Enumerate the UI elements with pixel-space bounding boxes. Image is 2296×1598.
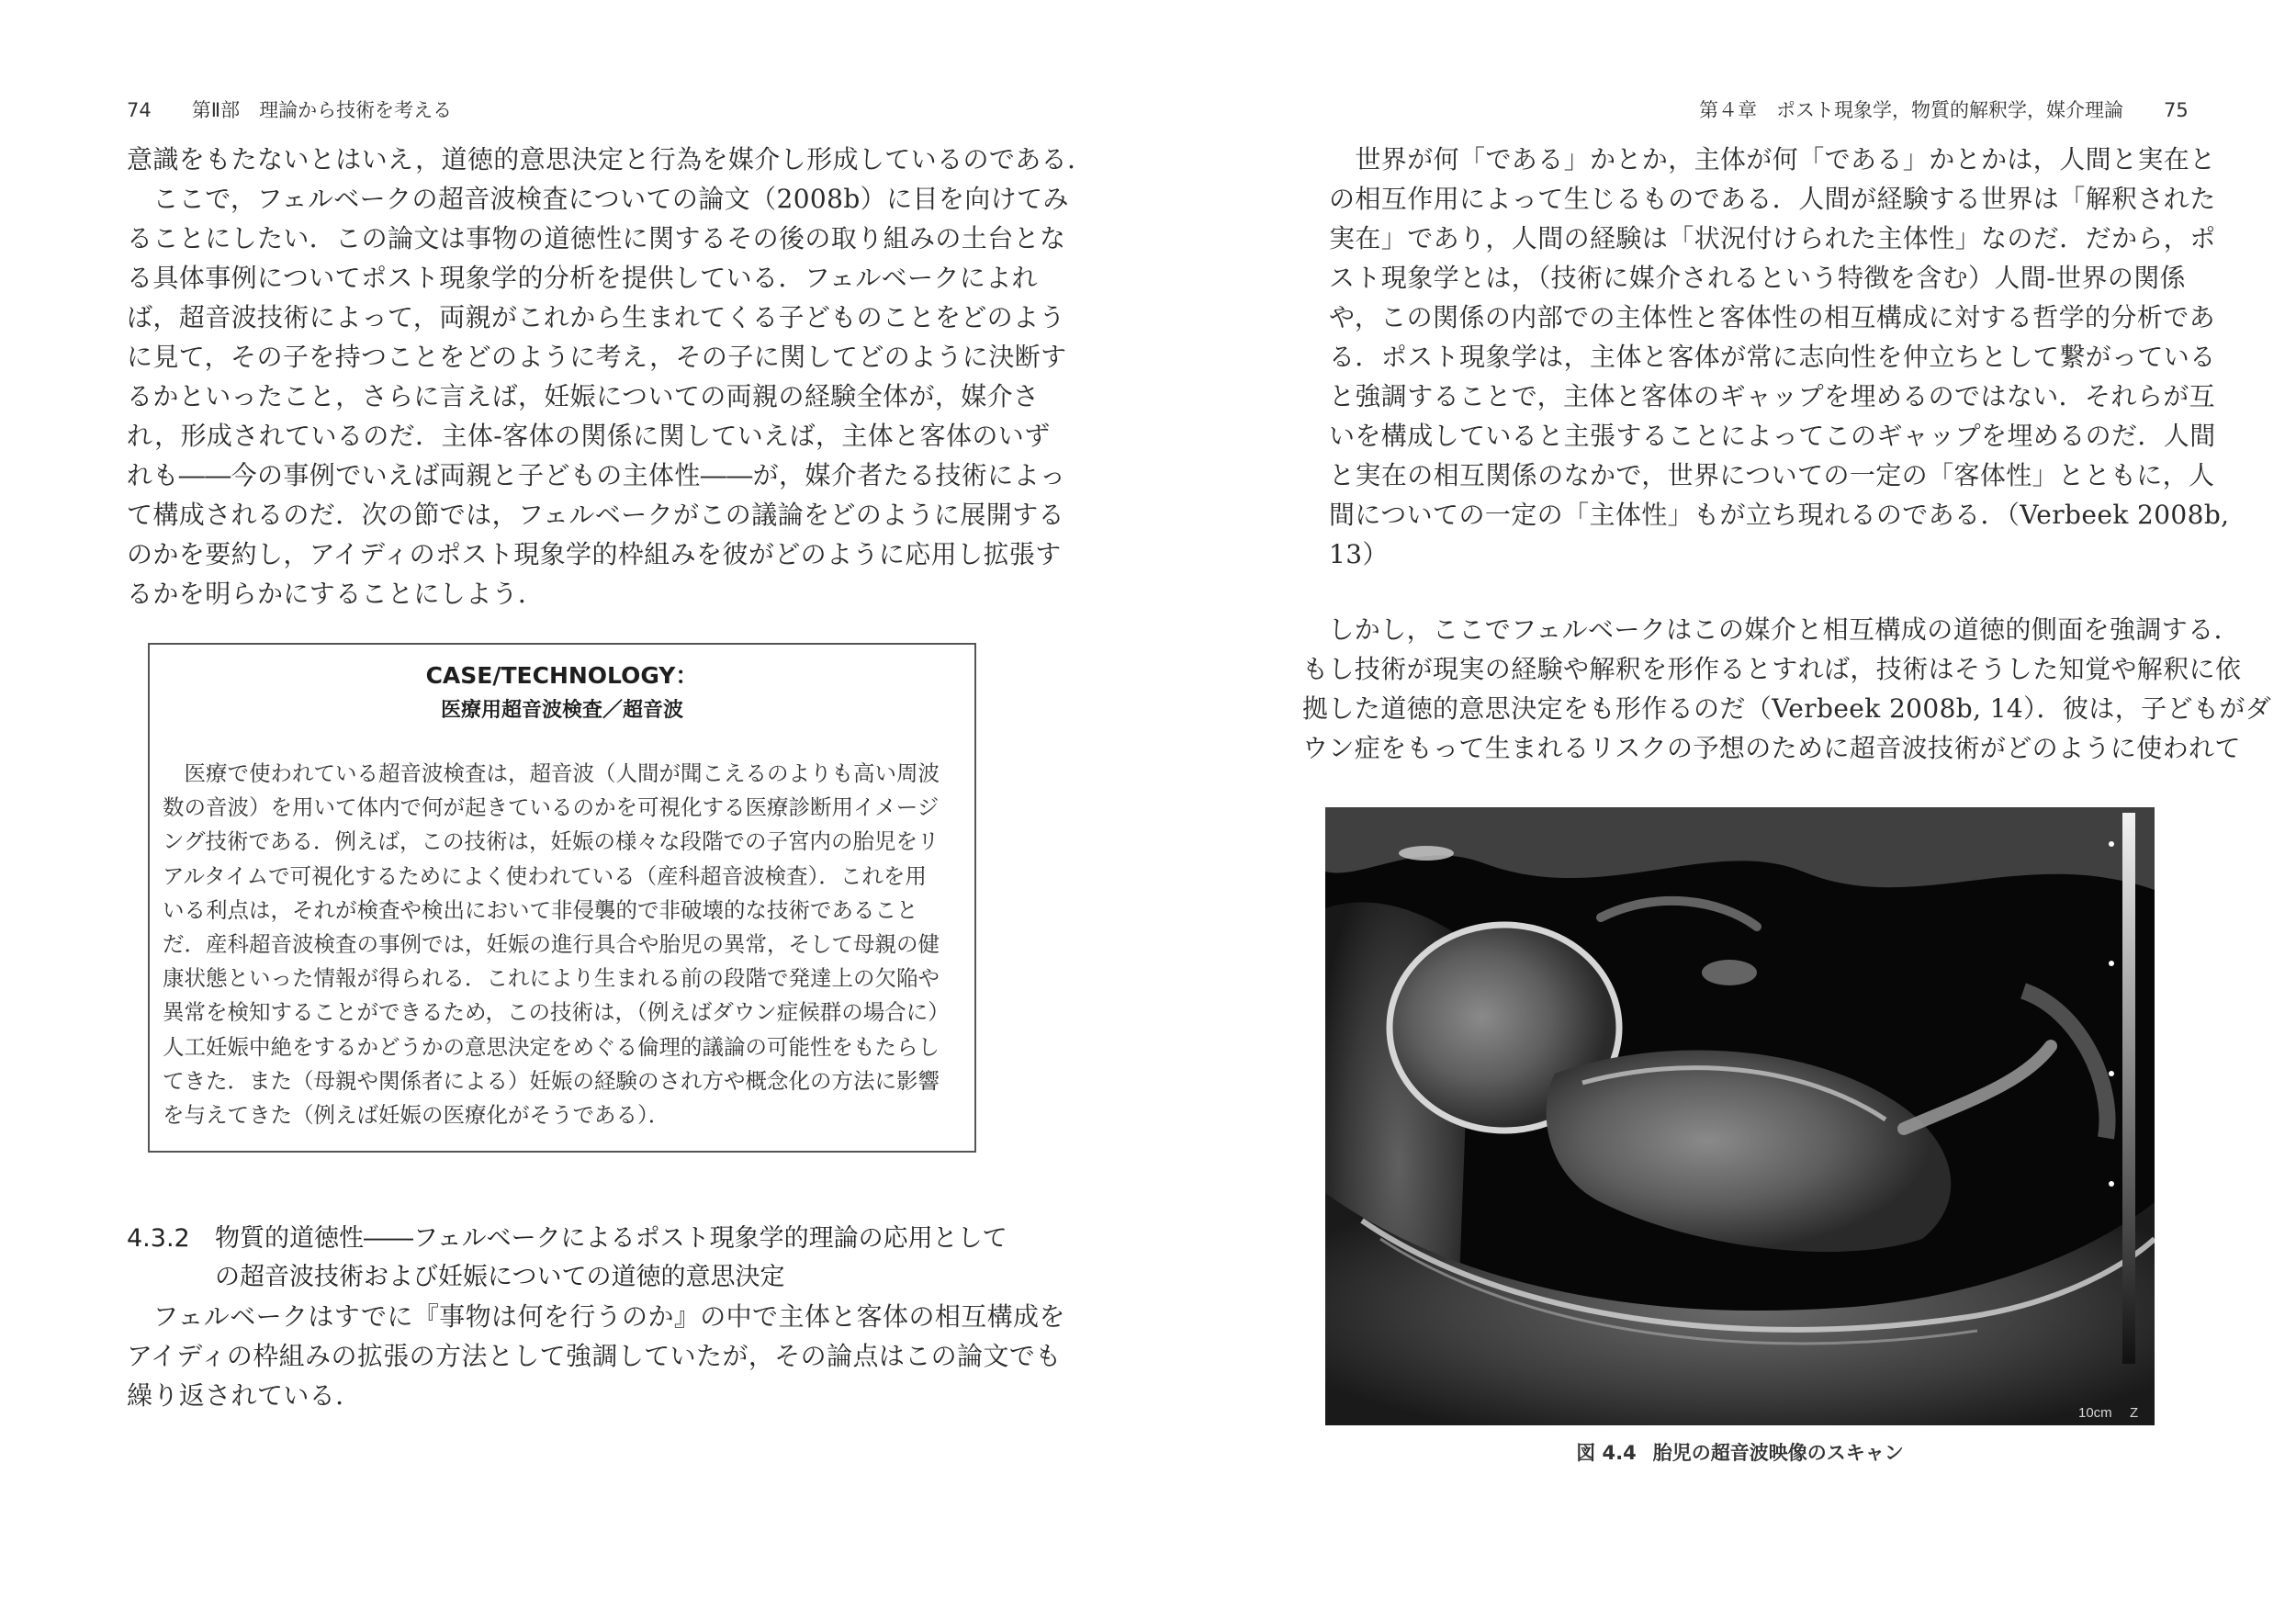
bright-echo (1702, 960, 1757, 985)
scale-letter: Z (2130, 1405, 2139, 1421)
quote-line: と強調することで，主体と客体のギャップを埋めるのではない．それらが互 (1329, 381, 2216, 411)
text-line: ることにしたい．この論文は事物の道徳性に関するその後の取り組みの土台とな (127, 223, 1066, 253)
bright-echo (1399, 846, 1454, 861)
depth-label: 10cm (2078, 1405, 2112, 1421)
figure-label: 図 4.4 (1576, 1442, 1637, 1464)
intro-paragraph (127, 140, 1093, 613)
case-box-title: CASE/TECHNOLOGY： (425, 662, 699, 689)
quote-line: の相互作用によって生じるものである．人間が経験する世界は「解釈された (1329, 184, 2216, 214)
case-line: 数の音波）を用いて体内で何が起きているのかを可視化する医療診断用イメージ (163, 794, 940, 821)
case-line: 康状態といった情報が得られる．これにより生まれる前の段階で発達上の欠陥や (163, 965, 940, 992)
text-line: フェルベークはすでに『事物は何を行うのか』の中で主体と客体の相互構成を (127, 1301, 1065, 1332)
block-quote (1329, 140, 2229, 574)
text-line: 拠した道徳的意思決定をも形作るのだ（Verbeek 2008b, 14）．彼は，子どもがダ (1302, 693, 2272, 724)
page-number: 75 (2164, 99, 2189, 121)
ultrasound-image (1325, 807, 2155, 1425)
text-line: て構成されるのだ．次の節では，フェルベークがこの議論をどのように展開する (127, 500, 1065, 530)
part-title: 第Ⅱ部 理論から技術を考える (191, 99, 453, 121)
grayscale-bar (2122, 813, 2135, 1364)
text-line: れ，形成されているのだ．主体-客体の関係に関していえば，主体と客体のいず (127, 421, 1051, 451)
quote-line: と実在の相互関係のなかで，世界についての一定の「客体性」とともに，人 (1329, 460, 2215, 490)
depth-marker-dot (2109, 961, 2114, 966)
right-running-head (1699, 96, 2189, 123)
case-line: 異常を検知することができるため，この技術は，（例えばダウン症候群の場合に） (163, 999, 950, 1026)
quote-line: や，この関係の内部での主体性と客体性の相互構成に対する哲学的分析であ (1329, 302, 2216, 332)
case-line: だ．産科超音波検査の事例では，妊娠の進行具合や胎児の異常，そして母親の健 (163, 931, 940, 958)
depth-marker-dot (2109, 841, 2114, 847)
case-line: を与えてきた（例えば妊娠の医療化がそうである）． (163, 1102, 670, 1129)
case-box-subtitle: 医療用超音波検査／超音波 (440, 699, 683, 722)
text-line: るかといったこと，さらに言えば，妊娠についての両親の経験全体が，媒介さ (127, 381, 1040, 411)
quote-line: る．ポスト現象学は，主体と客体が常に志向性を仲立ちとして繋がっている (1329, 342, 2216, 372)
quote-line: 間についての一定の「主体性」もが立ち現れるのである．（Verbeek 2008b, (1329, 500, 2230, 530)
ultrasound-figure (1325, 807, 2155, 1425)
text-line: しかし，ここでフェルベークはこの媒介と相互構成の道徳的側面を強調する． (1302, 614, 2241, 645)
text-line: る具体事例についてポスト現象学的分析を提供している．フェルベークによれ (127, 263, 1039, 293)
case-line: ング技術である．例えば，この技術は，妊娠の様々な段階での子宮内の胎児をリ (163, 828, 940, 855)
text-line: アイディの枠組みの拡張の方法として強調していたが，その論点はこの論文でも (127, 1341, 1062, 1371)
text-line: に見て，その子を持つことをどのように考え，その子に関してどのように決断す (127, 342, 1067, 372)
text-line: もし技術が現実の経験や解釈を形作るとすれば，技術はそうした知覚や解釈に依 (1302, 654, 2242, 684)
text-line: ウン症をもって生まれるリスクの予想のために超音波技術がどのように使われて (1302, 733, 2241, 763)
text-line: るかを明らかにすることにしよう． (127, 579, 545, 609)
body-paragraph (1302, 610, 2271, 768)
text-line: 意識をもたないとはいえ，道徳的意思決定と行為を媒介し形成しているのである． (127, 144, 1094, 174)
page-number: 74 (127, 99, 152, 121)
text-line: のかを要約し，アイディのポスト現象学的枠組みを彼がどのように応用し拡張す (127, 539, 1062, 569)
text-line: ば，超音波技術によって，両親がこれから生まれてくる子どものことをどのよう (127, 302, 1065, 332)
quote-line: 実在」であり，人間の経験は「状況付けられた主体性」なのだ．だから，ポ (1329, 223, 2216, 253)
case-line: 医療で使われている超音波検査は，超音波（人間が聞こえるのよりも高い周波 (163, 760, 940, 786)
text-line: れも――今の事例でいえば両親と子どもの主体性――が，媒介者たる技術によっ (127, 460, 1066, 490)
case-line: アルタイムで可視化するためによく使われている（産科超音波検査）．これを用 (163, 862, 927, 889)
depth-marker-dot (2109, 1181, 2114, 1187)
quote-line: いを構成していると主張することによってこのギャップを埋めるのだ．人間 (1329, 421, 2216, 451)
section-number: 4.3.2 (127, 1224, 190, 1253)
left-running-head (127, 96, 452, 123)
figure-caption (1325, 1438, 2155, 1466)
chapter-title: 第４章 ポスト現象学，物質的解釈学，媒介理論 (1699, 99, 2123, 121)
text-line: ここで，フェルベークの超音波検査についての論文（2008b）に目を向けてみ (127, 184, 1069, 214)
case-line: てきた．また（母親や関係者による）妊娠の経験のされ方や概念化の方法に影響 (163, 1067, 940, 1094)
figure-caption-text: 胎児の超音波映像のスキャン (1652, 1442, 1904, 1464)
case-box-body (163, 757, 950, 1132)
quote-line: スト現象学とは，（技術に媒介されるという特徴を含む）人間-世界の関係 (1329, 263, 2187, 293)
quote-line: 世界が何「である」かとか，主体が何「である」かとかは，人間と実在と (1329, 144, 2216, 174)
text-line: 繰り返されている． (127, 1380, 362, 1411)
section-paragraph (127, 1297, 1065, 1415)
case-technology-box (148, 643, 976, 1153)
section-title-line-1: 物質的道徳性――フェルベークによるポスト現象学的理論の応用として (215, 1224, 1007, 1253)
case-line: 人工妊娠中絶をするかどうかの意思決定をめぐる倫理的議論の可能性をもたらし (163, 1033, 940, 1060)
section-title-line-2: の超音波技術および妊娠についての道徳的意思決定 (215, 1263, 785, 1291)
case-line: いる利点は，それが検査や検出において非侵襲的で非破壊的な技術であること (163, 896, 918, 923)
quote-line: 13） (1329, 539, 1389, 569)
depth-marker-dot (2109, 1071, 2114, 1076)
section-heading (127, 1220, 1007, 1297)
